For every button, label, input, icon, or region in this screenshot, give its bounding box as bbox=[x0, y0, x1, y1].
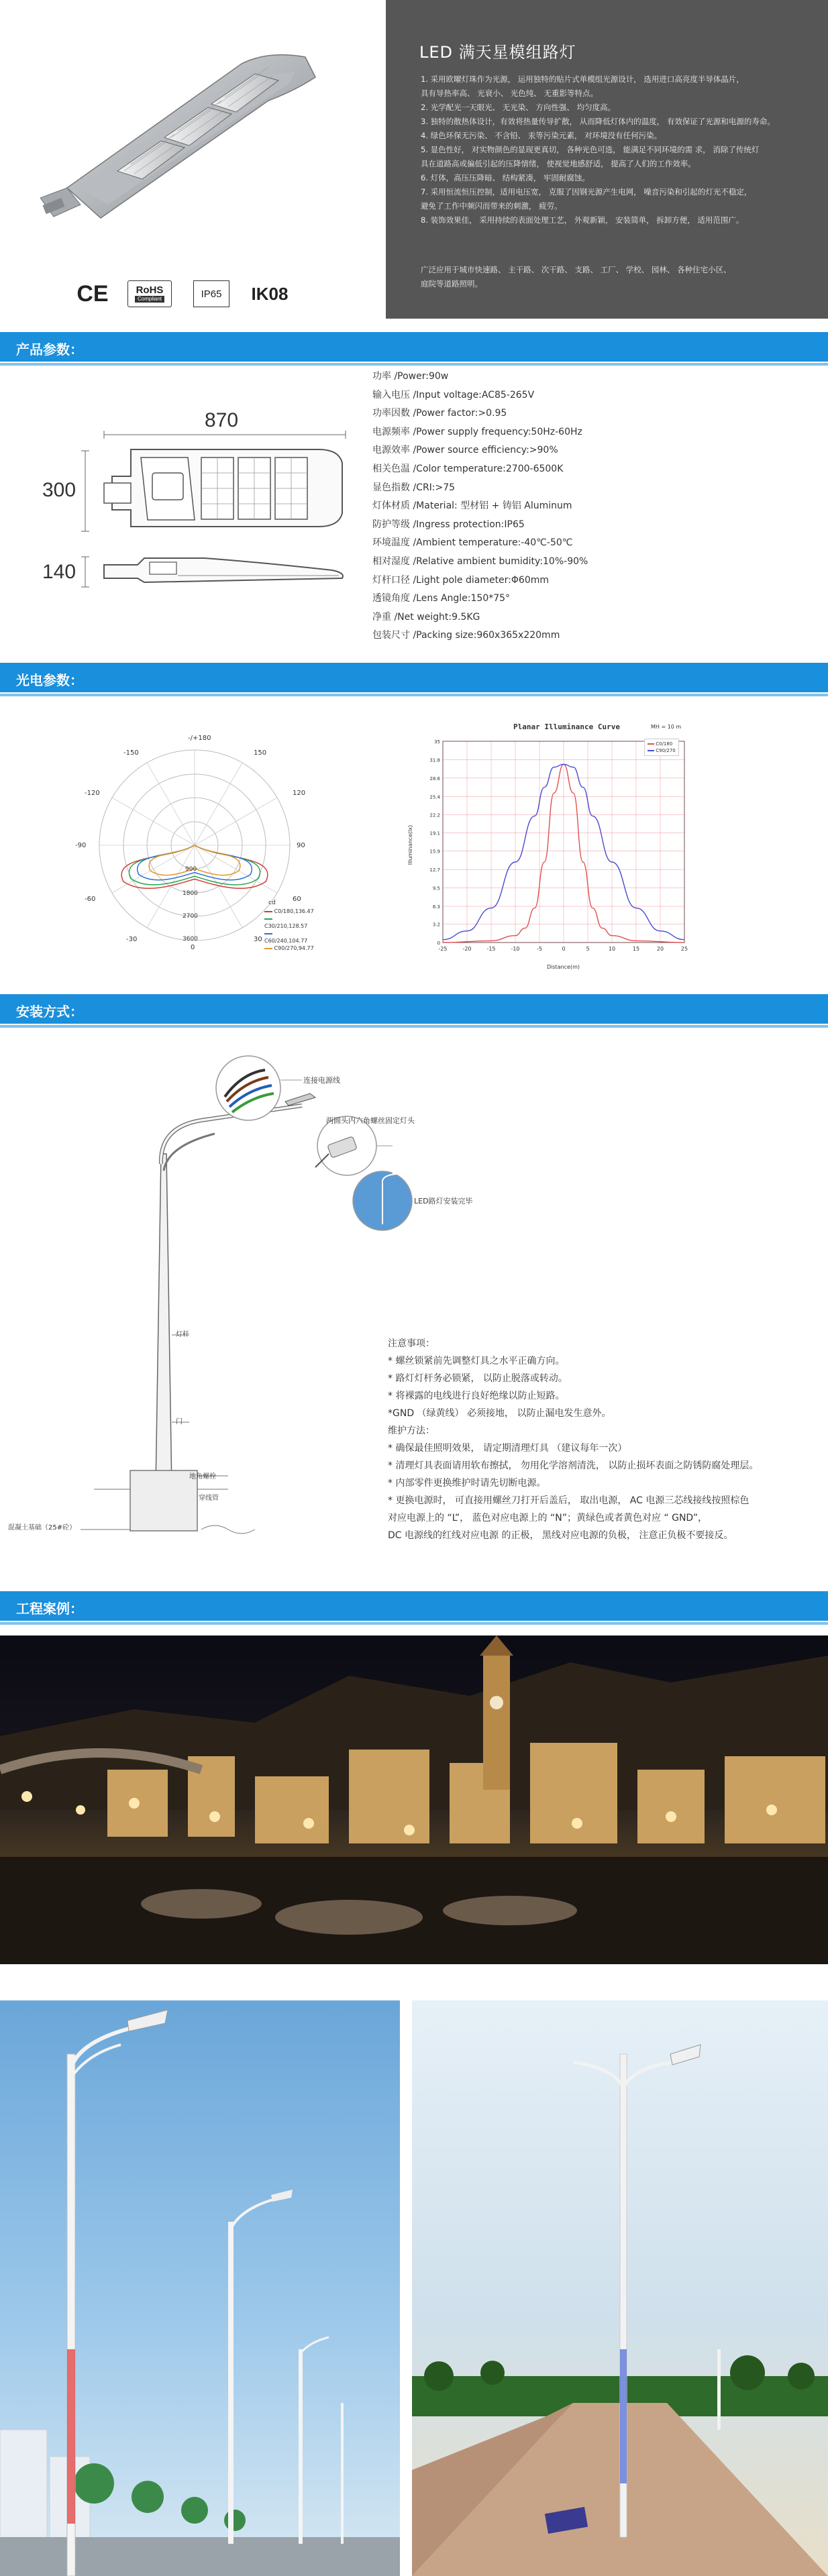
y-tick-label: 25.4 bbox=[429, 794, 440, 800]
rohs-label: RoHS bbox=[136, 284, 164, 296]
ik08-label: IK08 bbox=[251, 283, 289, 304]
y-axis-label: Illuminance(lx) bbox=[407, 824, 414, 865]
spec-item: 电源效率 /Power source efficiency:>90% bbox=[372, 445, 558, 456]
hero-section bbox=[0, 0, 828, 319]
section-header-params bbox=[0, 332, 828, 362]
pole-label: 门 bbox=[176, 1418, 183, 1426]
y-tick-label: 6.3 bbox=[432, 904, 440, 910]
polar-angle-label: 30 bbox=[254, 936, 262, 943]
spec-item: 输入电压 /Input voltage:AC85-265V bbox=[372, 389, 535, 400]
spec-item: 灯体材质 /Material: 型材铝 + 铸铝 Aluminum bbox=[372, 500, 572, 512]
section-header-install bbox=[0, 994, 828, 1024]
maintenance-notes bbox=[388, 1335, 817, 1544]
polar-angle-label: -90 bbox=[75, 842, 87, 849]
note-line: * 更换电源时， 可直接用螺丝刀打开后盖后， 取出电源， AC 电源三芯线接线按照棕色 bbox=[388, 1495, 749, 1506]
x-tick-label: 0 bbox=[562, 946, 566, 952]
maintenance-title: 维护方法： bbox=[388, 1426, 435, 1436]
section-title: 产品参数： bbox=[16, 341, 83, 358]
application-line: 广泛应用于城市快速路、 主干路、 次干路、 支路、 工厂、 学校、 园林、 各种住宅小区、 bbox=[421, 265, 731, 274]
case-photo-night-town bbox=[0, 1635, 828, 1964]
ip65-badge: IP65 bbox=[193, 280, 229, 307]
polar-legend-item bbox=[264, 945, 315, 952]
feature-line: 2. 光学配光一天眼光、 无光染、 方向性强、 均匀度高。 bbox=[421, 103, 616, 112]
polar-legend bbox=[264, 908, 315, 952]
polar-legend-item bbox=[264, 915, 315, 930]
feature-line: 1. 采用欧曜灯珠作为光源， 运用独特的贴片式单模组光源设计， 选用进口高亮度半导体晶片， bbox=[421, 74, 744, 84]
note-line: * 确保最佳照明效果， 请定期清理灯具 （建议每年一次） bbox=[388, 1443, 627, 1454]
polar-angle-label: -120 bbox=[85, 790, 100, 797]
dimension-drawing bbox=[37, 409, 359, 610]
planar-illuminance-chart bbox=[407, 721, 711, 976]
spec-item: 包装尺寸 /Packing size:960x365x220mm bbox=[372, 630, 560, 641]
x-tick-label: -20 bbox=[462, 946, 472, 952]
feature-list bbox=[421, 72, 810, 227]
note-line: 对应电源上的 “L”， 蓝色对应电源上的 “N”；黄绿色或者黄色对应 “ GND”， bbox=[388, 1513, 708, 1523]
callout-label: LED路灯安装完毕 bbox=[414, 1197, 473, 1205]
x-axis-label: Distance(m) bbox=[547, 964, 580, 970]
spec-item: 相关色温 /Color temperature:2700-6500K bbox=[372, 463, 564, 474]
x-tick-label: 20 bbox=[656, 946, 664, 952]
polar-distribution-chart bbox=[74, 735, 315, 963]
y-tick-label: 15.9 bbox=[429, 849, 440, 855]
callout-label: 两圆头内六角螺丝固定灯头 bbox=[326, 1116, 415, 1125]
x-tick-label: 25 bbox=[680, 946, 688, 952]
spec-item: 电源频率 /Power supply frequency:50Hz-60Hz bbox=[372, 426, 582, 437]
pole-label: 穿线管 bbox=[199, 1495, 219, 1502]
x-tick-label: -15 bbox=[486, 946, 496, 952]
spec-list bbox=[372, 368, 588, 645]
y-tick-label: 28.6 bbox=[429, 775, 440, 782]
dimension-height: 140 bbox=[42, 561, 76, 583]
legend-label: C0/180,136.47 bbox=[274, 908, 314, 914]
legend-label: C90/270 bbox=[656, 748, 676, 753]
divider bbox=[0, 363, 828, 366]
legend-swatch bbox=[648, 743, 654, 745]
spec-item: 相对湿度 /Relative ambient bumidity:10%-90% bbox=[372, 555, 588, 567]
note-line: * 清理灯具表面请用软布擦拭， 勿用化学溶剂清洗， 以防止损坏表面之防锈防腐处理层。 bbox=[388, 1460, 759, 1471]
chart-legend-item bbox=[648, 747, 676, 754]
y-tick-label: 3.2 bbox=[432, 922, 440, 928]
pole-label: 混凝土基础（25#砼） bbox=[8, 1524, 76, 1532]
polar-unit-label: cd bbox=[268, 900, 276, 906]
legend-label: C30/210,128.57 bbox=[264, 923, 308, 929]
feature-line: 具在道路高或偏低引起的压降情绪， 使视觉地感舒适， 提高了人们的工作效率。 bbox=[421, 159, 696, 168]
note-line: *GND （绿黄线） 必须接地， 以防止漏电发生意外。 bbox=[388, 1408, 611, 1419]
spec-item: 环境温度 /Ambient temperature:-40℃-50℃ bbox=[372, 537, 573, 549]
x-tick-label: -10 bbox=[511, 946, 520, 952]
pole-label: 地角螺栓 bbox=[189, 1473, 216, 1481]
section-title: 安装方式： bbox=[16, 1004, 83, 1020]
divider bbox=[0, 1025, 828, 1028]
section-header-cases bbox=[0, 1591, 828, 1621]
section-title: 光电参数： bbox=[16, 672, 83, 688]
dimension-length: 870 bbox=[205, 409, 239, 431]
x-tick-label: -5 bbox=[537, 946, 542, 952]
ce-mark: CE bbox=[76, 280, 109, 307]
feature-line: 8. 装饰效果佳， 采用持续的表面处理工艺， 外观新颖， 安装简单， 拆卸方便， 适用范围广。 bbox=[421, 215, 744, 225]
polar-angle-label: 0 bbox=[191, 944, 195, 951]
y-tick-label: 12.7 bbox=[429, 867, 440, 873]
chart-legend bbox=[644, 739, 679, 756]
pole-label: 灯杆 bbox=[176, 1331, 189, 1338]
note-line: DC 电源线的红线对应电源 的正极， 黑线对应电源的负极， 注意正负极不要接反。 bbox=[388, 1530, 733, 1541]
section-header-optics bbox=[0, 663, 828, 692]
spec-item: 显色指数 /CRI:>75 bbox=[372, 482, 456, 493]
notes-title: 注意事项： bbox=[388, 1338, 435, 1349]
spec-item: 功率 /Power:90w bbox=[372, 371, 449, 382]
polar-legend-item bbox=[264, 908, 315, 915]
hero-description-panel bbox=[386, 0, 828, 319]
spec-item: 透镜角度 /Lens Angle:150*75° bbox=[372, 593, 511, 604]
divider bbox=[0, 694, 828, 696]
page-title: LED 满天星模组路灯 bbox=[419, 43, 576, 62]
polar-angle-label: 150 bbox=[254, 749, 267, 757]
legend-swatch bbox=[264, 918, 272, 920]
case-photo-rural-road bbox=[412, 2000, 828, 2576]
x-tick-label: -25 bbox=[438, 946, 448, 952]
polar-angle-label: 90 bbox=[297, 842, 305, 849]
y-tick-label: 22.2 bbox=[429, 812, 440, 818]
polar-angle-label: -/+180 bbox=[188, 735, 211, 742]
legend-label: C0/180 bbox=[656, 741, 673, 747]
y-tick-label: 19.1 bbox=[429, 830, 440, 837]
chart-title: Planar Illuminance Curve bbox=[513, 722, 620, 731]
note-line: * 路灯灯杆务必锁紧， 以防止脱落或转动。 bbox=[388, 1373, 568, 1384]
note-line: * 内部零件更换维护时请先切断电源。 bbox=[388, 1478, 546, 1489]
legend-swatch bbox=[264, 933, 272, 934]
chart-legend-header: MH = 10 m bbox=[651, 724, 682, 730]
feature-line: 5. 显色性好， 对实物颜色的显现更真切， 各种光色可选， 能满足不同环境的需 求， 消除了传统灯 bbox=[421, 145, 760, 154]
application-line: 庭院等道路照明。 bbox=[421, 279, 482, 288]
polar-radius-label: 900 bbox=[185, 866, 197, 873]
x-tick-label: 15 bbox=[632, 946, 640, 952]
rohs-compliant-label: Compliant bbox=[135, 296, 164, 303]
note-line: * 将裸露的电线进行良好绝缘以防止短路。 bbox=[388, 1391, 565, 1401]
polar-angle-label: 120 bbox=[293, 790, 306, 797]
spec-item: 功率因数 /Power factor:>0.95 bbox=[372, 408, 507, 419]
legend-swatch bbox=[264, 911, 272, 912]
applications-text bbox=[421, 263, 810, 291]
legend-swatch bbox=[264, 948, 272, 949]
y-tick-label: 0 bbox=[437, 941, 440, 946]
callout-label: 连接电源线 bbox=[303, 1076, 340, 1085]
feature-line: 避免了工作中频闪而带来的刺激， 疲劳。 bbox=[421, 201, 562, 211]
street-light-product-image bbox=[40, 37, 329, 238]
polar-radius-label: 1800 bbox=[183, 890, 198, 897]
feature-line: 7. 采用恒流恒压控制，适用电压宽， 克服了因钢光源产生电网， 噪音污染和引起的灯光不稳定， bbox=[421, 187, 752, 197]
spec-item: 灯杆口径 /Light pole diameter:Φ60mm bbox=[372, 574, 550, 586]
note-line: * 螺丝锁紧前先调整灯具之水平正确方向。 bbox=[388, 1356, 565, 1366]
rohs-badge bbox=[127, 280, 172, 307]
x-tick-label: 5 bbox=[586, 946, 590, 952]
polar-angle-label: 60 bbox=[293, 896, 301, 903]
legend-label: C60/240,104.77 bbox=[264, 938, 308, 944]
dimension-width: 300 bbox=[42, 479, 76, 501]
y-tick-label: 9.5 bbox=[432, 885, 440, 892]
chart-legend-item bbox=[648, 741, 676, 747]
feature-line: 具有导热率高、 光衰小、 光色纯、 无重影等特点。 bbox=[421, 89, 598, 98]
feature-line: 4. 绿色环保无污染、 不含铅、 汞等污染元素， 对环境没有任何污染。 bbox=[421, 131, 662, 140]
legend-label: C90/270,94.77 bbox=[274, 945, 314, 951]
section-title: 工程案例： bbox=[16, 1601, 83, 1617]
x-tick-label: 10 bbox=[608, 946, 616, 952]
divider bbox=[0, 1622, 828, 1625]
feature-line: 6. 灯体，高压压降暗、 结构紧凑， 牢固耐腐蚀。 bbox=[421, 173, 590, 182]
polar-radius-label: 3600 bbox=[183, 936, 198, 943]
polar-angle-label: -150 bbox=[123, 749, 139, 757]
spec-item: 净重 /Net weight:9.5KG bbox=[372, 611, 480, 623]
spec-item: 防护等级 /Ingress protection:IP65 bbox=[372, 519, 525, 530]
polar-legend-item bbox=[264, 930, 315, 945]
case-photo-street-poles bbox=[0, 2000, 400, 2576]
feature-line: 3. 独特的散热体设计，有效将热量传导扩散， 从而降低灯体内的温度， 有效保证了光源和电源的寿命。 bbox=[421, 117, 775, 126]
polar-radius-label: 2700 bbox=[183, 913, 198, 920]
legend-swatch bbox=[648, 750, 654, 751]
y-tick-label: 31.8 bbox=[429, 757, 440, 763]
polar-angle-label: -30 bbox=[126, 936, 138, 943]
polar-angle-label: -60 bbox=[85, 896, 96, 903]
y-tick-label: 35 bbox=[434, 739, 440, 745]
